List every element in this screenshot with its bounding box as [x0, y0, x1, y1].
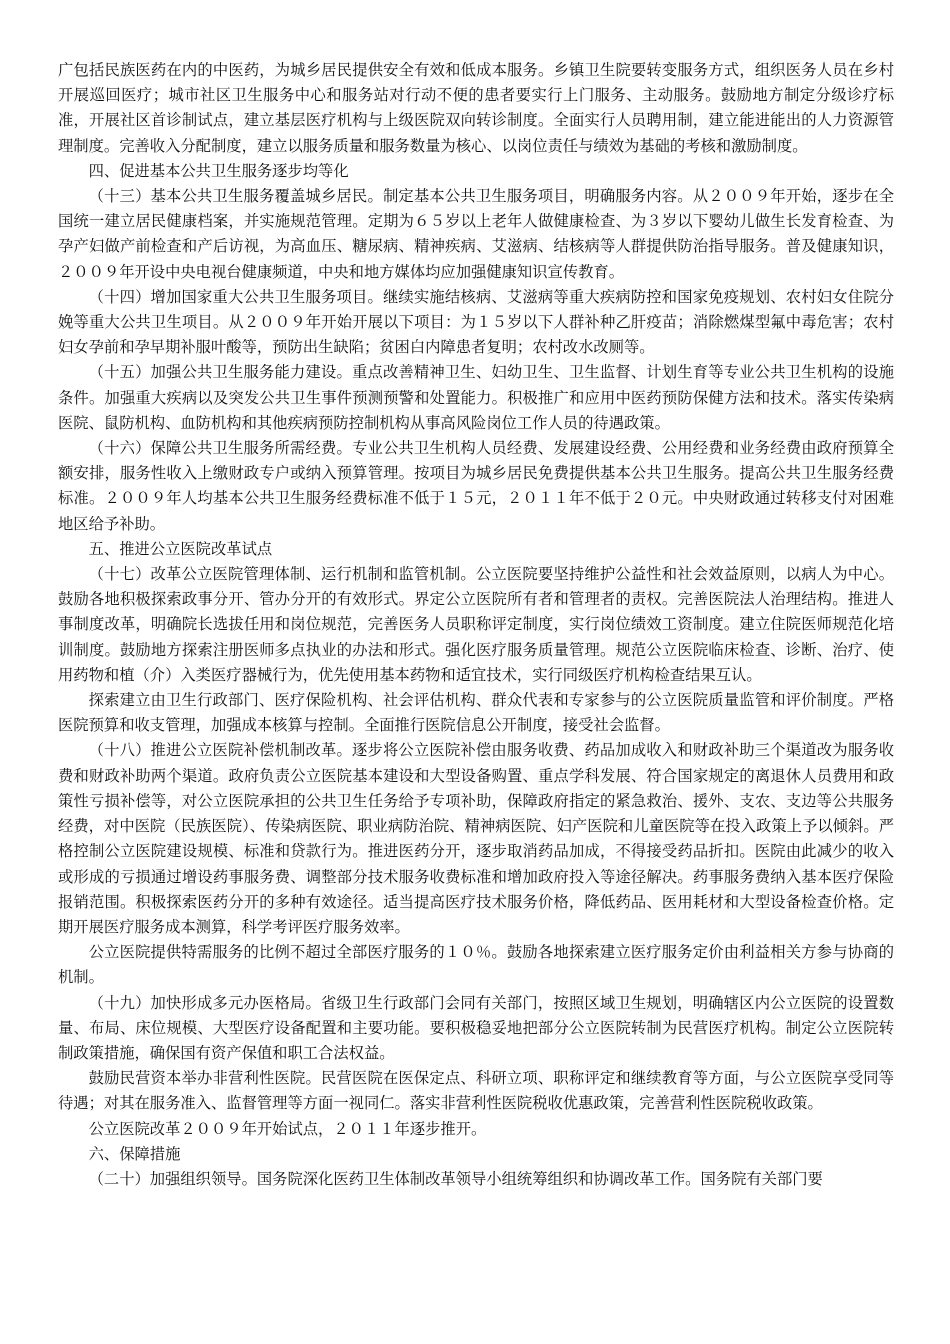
paragraph: 广包括民族医药在内的中医药，为城乡居民提供安全有效和低成本服务。乡镇卫生院要转变服务方式，组织医务人员在乡村开展巡回医疗；城市社区卫生服务中心和服务站对行动不便的患者要实行上门服务、主动服务。鼓励地方制定分级诊疗标准，开展社区首诊制试点，建立基层医疗机构与上级医院双向转诊制度。全面实行人员聘用制，建立能进能出的人力资源管理制度。完善收入分配制度，建立以服务质量和服务数量为核心、以岗位责任与绩效为基础的考核和激励制度。	[58, 61, 894, 155]
paragraph: （十三）基本公共卫生服务覆盖城乡居民。制定基本公共卫生服务项目，明确服务内容。从２００９年开始，逐步在全国统一建立居民健康档案，并实施规范管理。定期为６５岁以上老年人做健康检查、为３岁以下婴幼儿做生长发育检查、为孕产妇做产前检查和产后访视，为高血压、糖尿病、精神疾病、艾滋病、结核病等人群提供防治指导服务。普及健康知识，２００９年开设中央电视台健康频道，中央和地方媒体均应加强健康知识宣传教育。	[58, 187, 894, 281]
paragraph: 公立医院改革２００９年开始试点，２０１１年逐步推开。	[88, 1119, 487, 1138]
paragraph: （十八）推进公立医院补偿机制改革。逐步将公立医院补偿由服务收费、药品加成收入和财政补助三个渠道改为服务收费和财政补助两个渠道。政府负责公立医院基本建设和大型设备购置、重点学科发展、符合国家规定的离退休人员费用和政策性亏损补偿等，对公立医院承担的公共卫生任务给予专项补助，保障政府指定的紧急救治、援外、支农、支边等公共服务经费，对中医院（民族医院）、传染病医院、职业病防治院、精神病医院、妇产医院和儿童医院等在投入政策上予以倾斜。严格控制公立医院建设规模、标准和贷款行为。推进医药分开，逐步取消药品加成，不得接受药品折扣。医院由此减少的收入或形成的亏损通过增设药事服务费、调整部分技术服务收费标准和增加政府投入等途径解决。药事服务费纳入基本医疗保险报销范围。积极探索医药分开的多种有效途径。适当提高医疗技术服务价格，降低药品、医用耗材和大型设备检查价格。定期开展医疗服务成本测算，科学考评医疗服务效率。	[58, 741, 894, 936]
paragraph: 鼓励民营资本举办非营利性医院。民营医院在医保定点、科研立项、职称评定和继续教育等方面，与公立医院享受同等待遇；对其在服务准入、监督管理等方面一视同仁。落实非营利性医院税收优惠政策，完善营利性医院税收政策。	[58, 1069, 894, 1113]
paragraph: （十六）保障公共卫生服务所需经费。专业公共卫生机构人员经费、发展建设经费、公用经费和业务经费由政府预算全额安排，服务性收入上缴财政专户或纳入预算管理。按项目为城乡居民免费提供基本公共卫生服务。提高公共卫生服务经费标准。２００９年人均基本公共卫生服务经费标准不低于１５元，２０１１年不低于２０元。中央财政通过转移支付对困难地区给予补助。	[58, 439, 894, 533]
paragraph: （二十）加强组织领导。国务院深化医药卫生体制改革领导小组统筹组织和协调改革工作。国务院有关部门要	[88, 1169, 823, 1188]
paragraph: 探索建立由卫生行政部门、医疗保险机构、社会评估机构、群众代表和专家参与的公立医院质量监管和评价制度。严格医院预算和收支管理，加强成本核算与控制。全面推行医院信息公开制度，接受社会监督。	[58, 691, 894, 735]
paragraph: （十九）加快形成多元办医格局。省级卫生行政部门会同有关部门，按照区域卫生规划，明确辖区内公立医院的设置数量、布局、床位规模、大型医疗设备配置和主要功能。要积极稳妥地把部分公立医院转制为民营医疗机构。制定公立医院转制政策措施，确保国有资产保值和职工合法权益。	[58, 993, 894, 1062]
paragraph: （十四）增加国家重大公共卫生服务项目。继续实施结核病、艾滋病等重大疾病防控和国家免疫规划、农村妇女住院分娩等重大公共卫生项目。从２００９年开始开展以下项目：为１５岁以下人群补种乙肝疫苗；消除燃煤型氟中毒危害；农村妇女孕前和孕早期补服叶酸等，预防出生缺陷；贫困白内障患者复明；农村改水改厕等。	[58, 287, 894, 357]
section-heading: 五、推进公立医院改革试点	[88, 539, 273, 558]
document-page	[58, 58, 894, 1192]
section-heading: 六、保障措施	[88, 1144, 181, 1163]
paragraph: 公立医院提供特需服务的比例不超过全部医疗服务的１０％。鼓励各地探索建立医疗服务定价由利益相关方参与协商的机制。	[58, 943, 894, 987]
section-heading: 四、促进基本公共卫生服务逐步均等化	[88, 161, 349, 180]
paragraph: （十五）加强公共卫生服务能力建设。重点改善精神卫生、妇幼卫生、卫生监督、计划生育等专业公共卫生机构的设施条件。加强重大疾病以及突发公共卫生事件预测预警和处置能力。积极推广和应用中医药预防保健方法和技术。落实传染病医院、鼠防机构、血防机构和其他疾病预防控制机构从事高风险岗位工作人员的待遇政策。	[58, 363, 894, 432]
paragraph: （十七）改革公立医院管理体制、运行机制和监管机制。公立医院要坚持维护公益性和社会效益原则，以病人为中心。鼓励各地积极探索政事分开、管办分开的有效形式。界定公立医院所有者和管理者的责权。完善医院法人治理结构。推进人事制度改革，明确院长选拔任用和岗位规范，完善医务人员职称评定制度，实行岗位绩效工资制度。建立住院医师规范化培训制度。鼓励地方探索注册医师多点执业的办法和形式。强化医疗服务质量管理。规范公立医院临床检查、诊断、治疗、使用药物和植（介）入类医疗器械行为，优先使用基本药物和适宜技术，实行同级医疗机构检查结果互认。	[58, 565, 894, 684]
